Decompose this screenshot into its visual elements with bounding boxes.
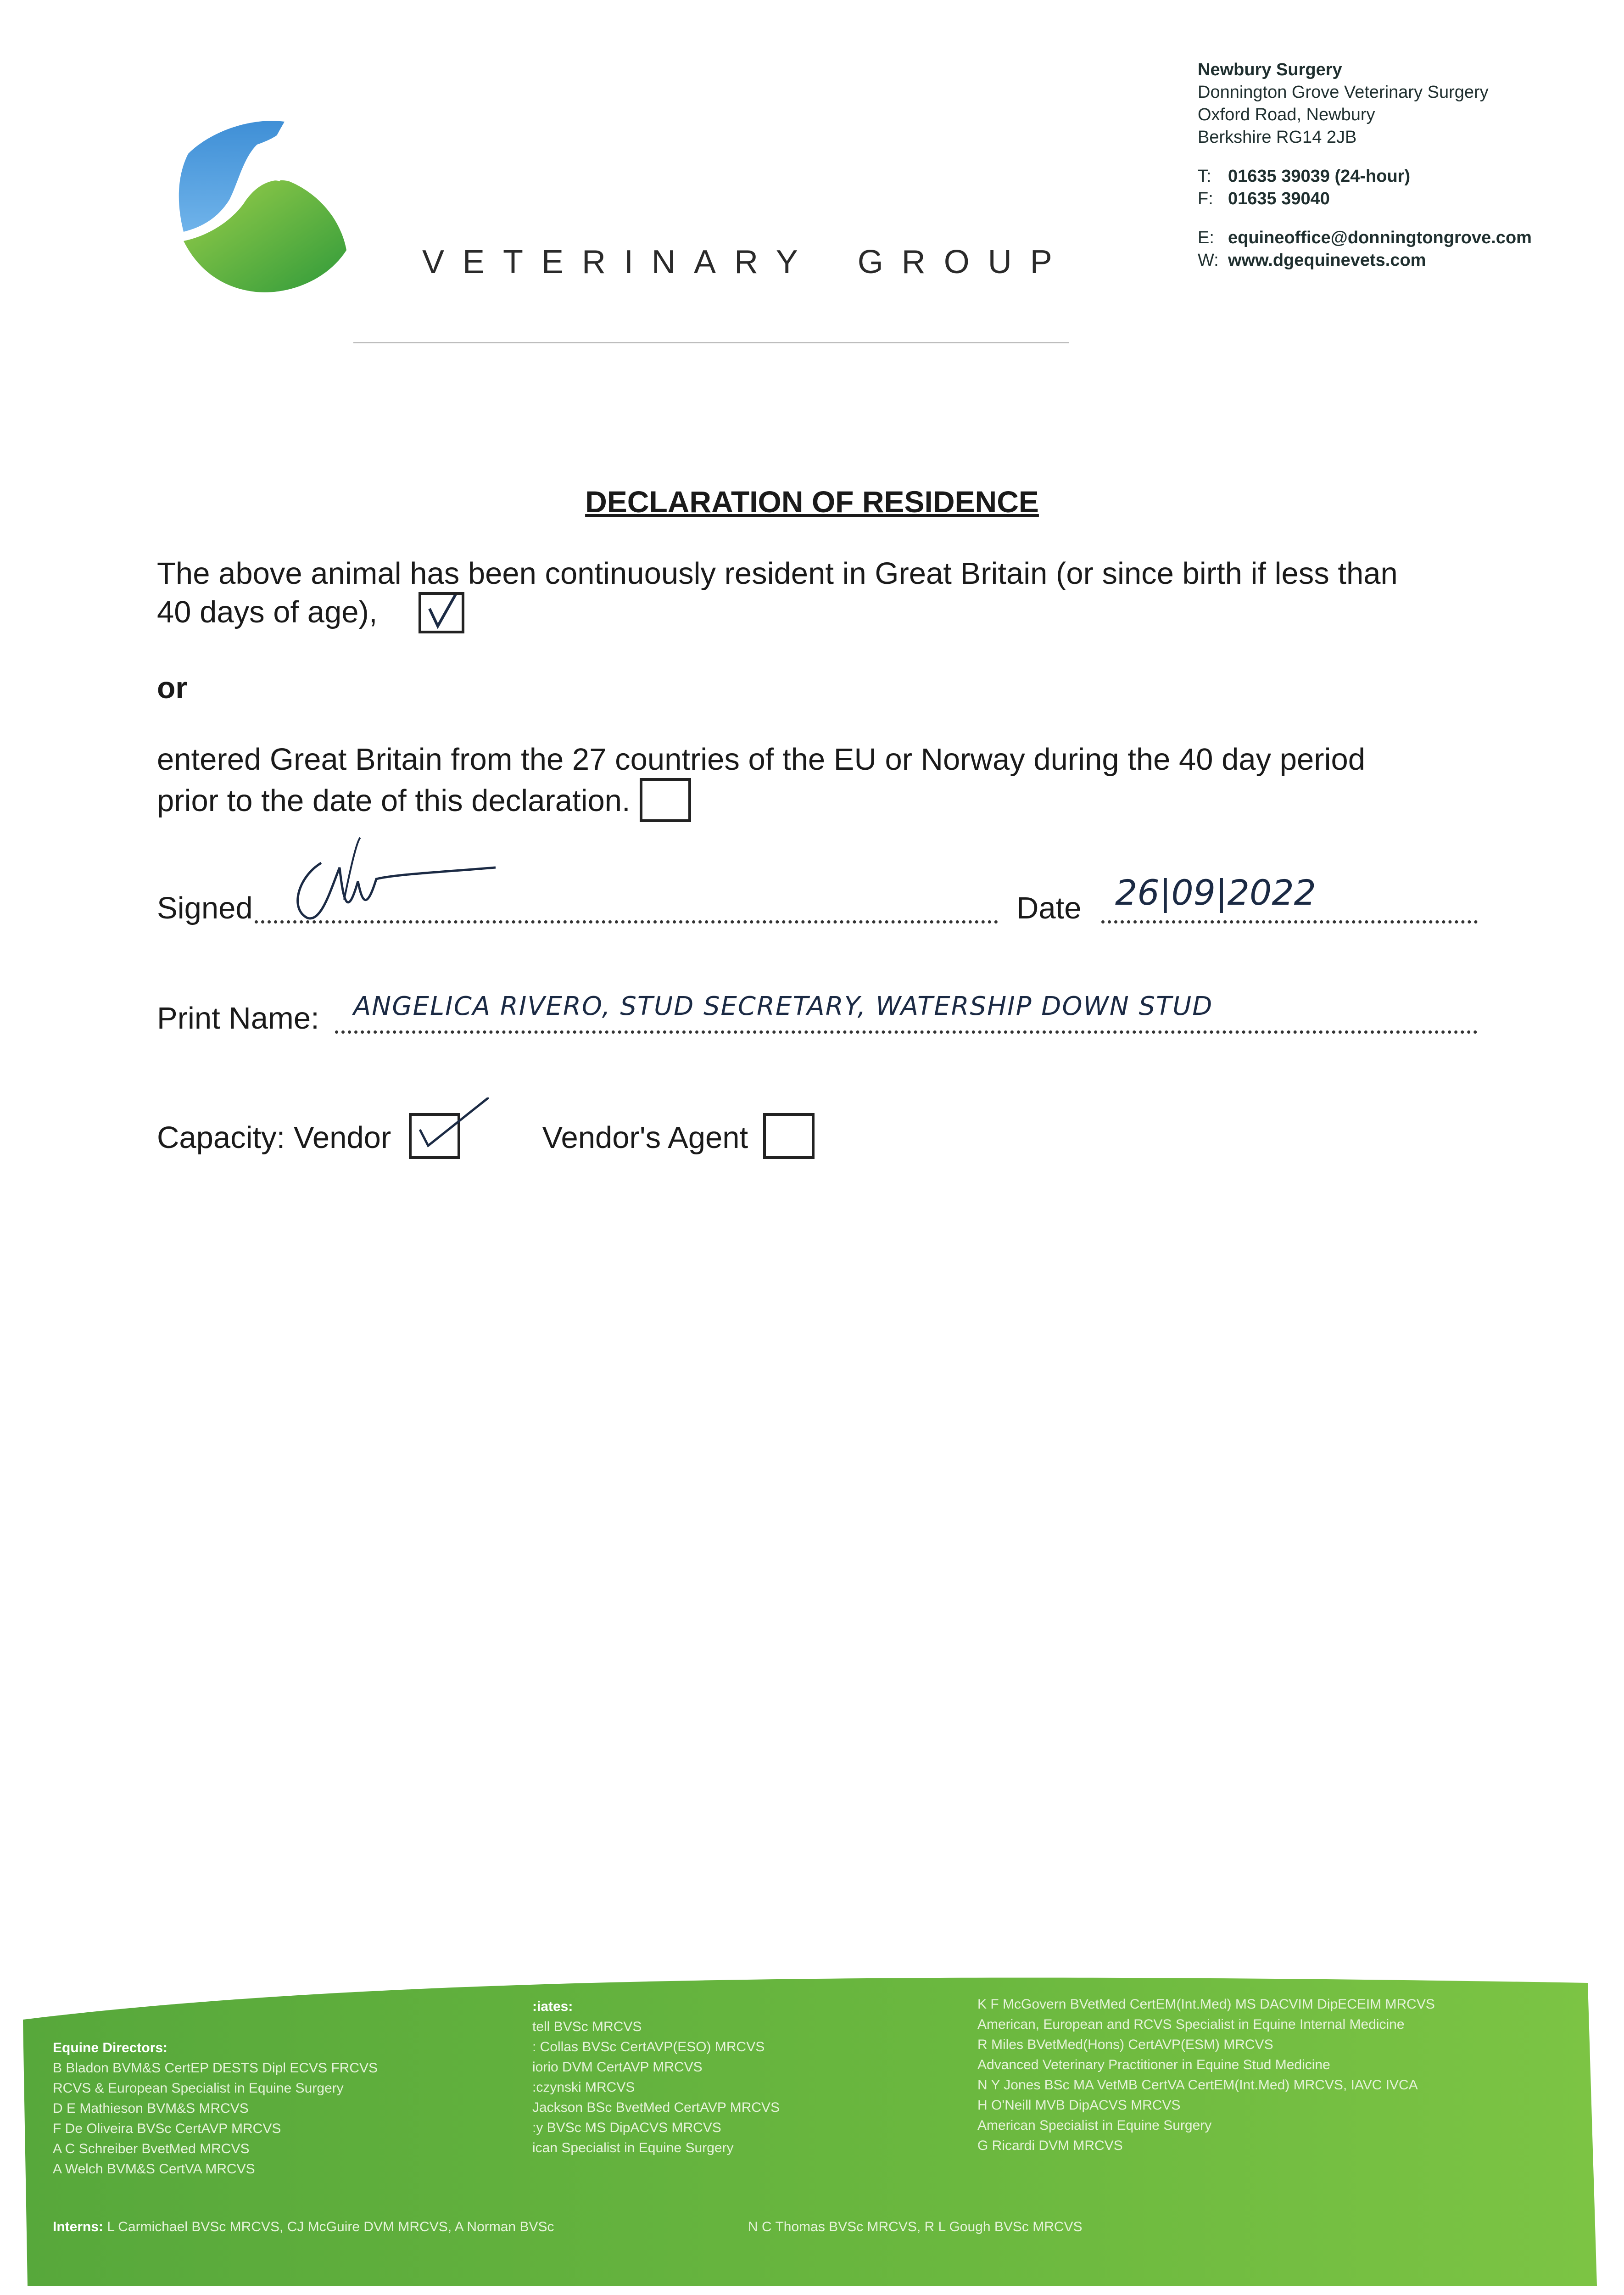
phone-row bbox=[1198, 165, 1532, 188]
interns-list-2: N C Thomas BVSc MRCVS, R L Gough BVSc MRCVS bbox=[748, 2219, 1083, 2234]
email-label: E: bbox=[1198, 228, 1214, 247]
footer-band bbox=[0, 1955, 1624, 2295]
specialist-line: K F McGovern BVetMed CertEM(Int.Med) MS DACVIM DipECEIM MRCVS bbox=[977, 1997, 1435, 2012]
or-separator: or bbox=[157, 671, 187, 705]
brand-word-veterinary: VETERINARY bbox=[422, 244, 816, 280]
date-line[interactable] bbox=[1101, 920, 1478, 924]
handwritten-signature-icon bbox=[289, 835, 509, 927]
company-logo bbox=[174, 112, 349, 296]
director-line: D E Mathieson BVM&S MRCVS bbox=[53, 2101, 249, 2116]
residence-statement-line-2: 40 days of age), bbox=[157, 595, 378, 629]
signed-label: Signed bbox=[157, 891, 253, 925]
date-label: Date bbox=[1016, 891, 1082, 925]
fax-number: 01635 39040 bbox=[1228, 189, 1330, 208]
directors-heading: Equine Directors: bbox=[53, 2040, 168, 2055]
vendors-agent-checkbox[interactable] bbox=[763, 1113, 815, 1159]
web-address: www.dgequinevets.com bbox=[1228, 251, 1426, 270]
director-line: F De Oliveira BVSc CertAVP MRCVS bbox=[53, 2121, 281, 2136]
specialists-column bbox=[977, 1994, 1435, 2156]
email-row bbox=[1198, 227, 1532, 249]
residence-checkbox[interactable] bbox=[419, 592, 464, 633]
checkmark-icon bbox=[411, 1097, 489, 1153]
specialist-line: N Y Jones BSc MA VetMB CertVA CertEM(Int.Med) MRCVS, IAVC IVCA bbox=[977, 2077, 1418, 2093]
associates-heading: :iates: bbox=[532, 1999, 573, 2014]
interns-list: L Carmichael BVSc MRCVS, CJ McGuire DVM MRCVS, A Norman BVSc bbox=[107, 2219, 554, 2234]
signature-image bbox=[289, 835, 509, 929]
associate-line: Jackson BSc BvetMed CertAVP MRCVS bbox=[532, 2100, 780, 2115]
eu-entry-statement-line-1: entered Great Britain from the 27 countries of the EU or Norway during the 40 day period bbox=[157, 742, 1366, 777]
interns-row bbox=[53, 2217, 554, 2237]
address-line-1: Donnington Grove Veterinary Surgery bbox=[1198, 83, 1489, 102]
address-line-2: Oxford Road, Newbury bbox=[1198, 105, 1375, 124]
associate-line: ican Specialist in Equine Surgery bbox=[532, 2140, 734, 2155]
specialist-line: Advanced Veterinary Practitioner in Equine Stud Medicine bbox=[977, 2057, 1330, 2072]
director-line: A Welch BVM&S CertVA MRCVS bbox=[53, 2161, 255, 2177]
specialist-line: R Miles BVetMed(Hons) CertAVP(ESM) MRCVS bbox=[977, 2037, 1273, 2052]
eu-entry-checkbox[interactable] bbox=[640, 778, 691, 822]
header-divider bbox=[353, 342, 1069, 343]
residence-statement bbox=[157, 555, 1488, 633]
specialist-line: G Ricardi DVM MRCVS bbox=[977, 2138, 1123, 2153]
web-label: W: bbox=[1198, 251, 1219, 270]
practice-name: Newbury Surgery bbox=[1198, 60, 1342, 79]
associate-line: iorio DVM CertAVP MRCVS bbox=[532, 2060, 703, 2075]
print-name-line[interactable] bbox=[335, 1030, 1478, 1034]
horse-head-logo-icon bbox=[174, 112, 349, 296]
associate-line: :czynski MRCVS bbox=[532, 2080, 635, 2095]
specialist-line: American, European and RCVS Specialist in Equine Internal Medicine bbox=[977, 2017, 1405, 2032]
address-line-3: Berkshire RG14 2JB bbox=[1198, 128, 1357, 147]
brand-word-group: GROUP bbox=[857, 244, 1071, 280]
vendor-checkbox[interactable] bbox=[409, 1113, 460, 1159]
print-name-label: Print Name: bbox=[157, 1001, 319, 1036]
associate-line: tell BVSc MRCVS bbox=[532, 2019, 642, 2034]
directors-column bbox=[53, 2038, 378, 2179]
specialist-line: H O'Neill MVB DipACVS MRCVS bbox=[977, 2098, 1181, 2113]
web-row bbox=[1198, 249, 1532, 272]
phone-number: 01635 39039 (24-hour) bbox=[1228, 167, 1411, 186]
capacity-vendor-label: Capacity: Vendor bbox=[157, 1120, 391, 1155]
email-address: equineoffice@donningtongrove.com bbox=[1228, 228, 1532, 247]
associate-line: :y BVSc MS DipACVS MRCVS bbox=[532, 2120, 721, 2135]
capacity-row bbox=[157, 1113, 815, 1159]
phone-label: T: bbox=[1198, 167, 1211, 186]
date-value: 26|09|2022 bbox=[1115, 872, 1317, 913]
document-title: DECLARATION OF RESIDENCE bbox=[585, 485, 1039, 519]
eu-entry-statement-line-2: prior to the date of this declaration. bbox=[157, 784, 631, 818]
interns-row-2 bbox=[748, 2217, 1083, 2237]
practice-address-block bbox=[1198, 59, 1532, 272]
vendors-agent-label: Vendor's Agent bbox=[542, 1120, 748, 1155]
fax-row bbox=[1198, 188, 1532, 210]
brand-wordmark bbox=[422, 243, 1071, 281]
residence-statement-line-1: The above animal has been continuously resident in Great Britain (or since birth if less than bbox=[157, 556, 1398, 591]
print-name-value: ANGELICA RIVERO, STUD SECRETARY, WATERSHIP DOWN STUD bbox=[353, 991, 1213, 1021]
interns-heading: Interns: bbox=[53, 2219, 104, 2234]
specialist-line: American Specialist in Equine Surgery bbox=[977, 2118, 1212, 2133]
eu-entry-statement bbox=[157, 741, 1488, 822]
associate-line: : Collas BVSc CertAVP(ESO) MRCVS bbox=[532, 2039, 765, 2054]
associates-column bbox=[532, 1997, 780, 2158]
director-line: A C Schreiber BvetMed MRCVS bbox=[53, 2141, 250, 2156]
director-line: B Bladon BVM&S CertEP DESTS Dipl ECVS FRCVS bbox=[53, 2060, 378, 2076]
checkmark-icon bbox=[421, 595, 463, 632]
director-line: RCVS & European Specialist in Equine Surgery bbox=[53, 2081, 344, 2096]
fax-label: F: bbox=[1198, 189, 1213, 208]
